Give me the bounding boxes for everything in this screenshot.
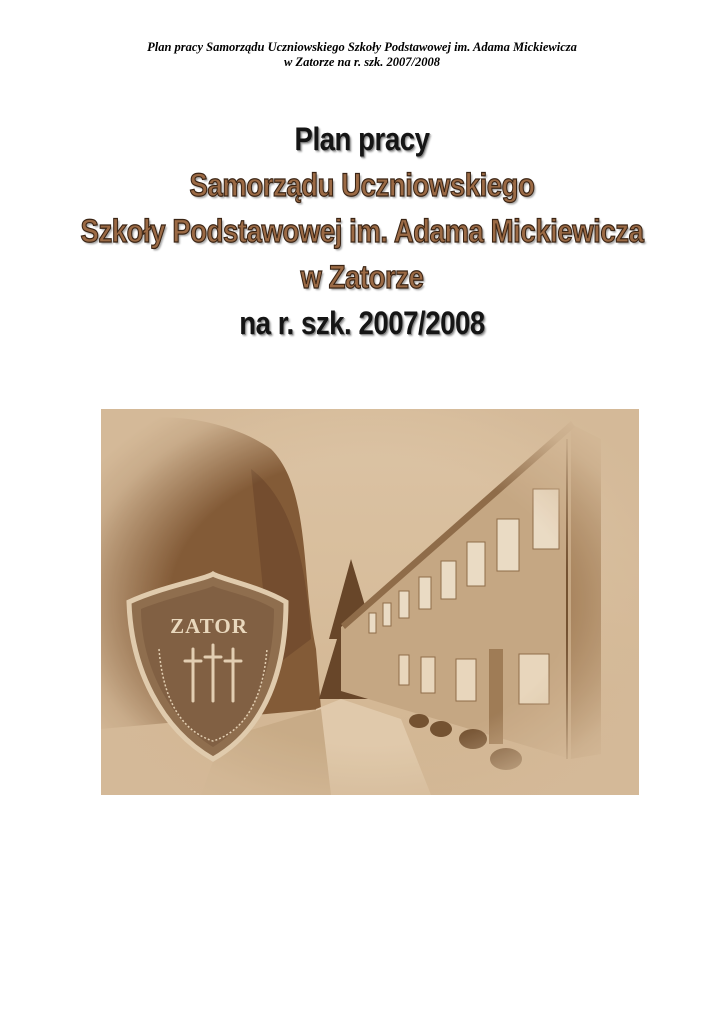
title-line-3: Szkoły Podstawowej im. Adama Mickiewicza <box>80 213 644 249</box>
running-header-line-1: Plan pracy Samorządu Uczniowskiego Szkoły Podstawowej im. Adama Mickiewicza <box>147 40 577 54</box>
school-photo-illustration <box>101 409 639 795</box>
running-header-line-2: w Zatorze na r. szk. 2007/2008 <box>284 55 440 69</box>
title-line-2: Samorządu Uczniowskiego <box>189 167 535 203</box>
title-line-1: Plan pracy <box>294 121 430 157</box>
title-line-4: w Zatorze <box>300 259 424 295</box>
document-title <box>0 116 724 346</box>
school-photo <box>101 409 639 795</box>
crest-name: ZATOR <box>170 614 248 638</box>
title-line-5: na r. szk. 2007/2008 <box>239 305 485 341</box>
running-header <box>0 40 724 70</box>
